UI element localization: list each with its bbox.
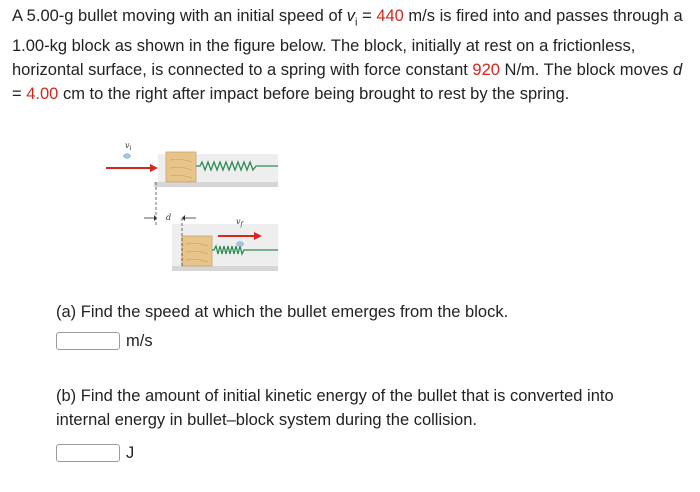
part-b-question: (b) Find the amount of initial kinetic energy of the bullet that is converted into internal energy in bullet–block system during the collision. xyxy=(56,387,614,429)
part-a-unit: m/s xyxy=(126,331,153,350)
part-b-answer-input[interactable] xyxy=(56,444,120,462)
bottom-surface xyxy=(172,266,278,271)
top-surface xyxy=(154,182,278,187)
part-b-unit: J xyxy=(126,443,135,462)
bullet-icon xyxy=(124,154,131,159)
figure-svg xyxy=(100,136,280,284)
d-label: d xyxy=(166,213,172,222)
spring-constant-value: 920 xyxy=(472,61,500,80)
vi-label: $v_i$ xyxy=(125,141,132,152)
vf-label: $v_f$ xyxy=(236,217,243,228)
part-a-question: (a) Find the speed at which the bullet emerges from the block. xyxy=(56,303,509,321)
displacement-value: 4.00 xyxy=(26,85,59,104)
part-b-answer-row xyxy=(56,440,656,465)
part-b xyxy=(56,384,656,465)
bullet-block-figure xyxy=(100,136,280,284)
bullet-exit-icon xyxy=(237,242,244,247)
part-a xyxy=(56,300,656,353)
part-a-answer-input[interactable] xyxy=(56,332,120,350)
initial-speed-value: 440 xyxy=(376,7,404,25)
problem-statement: A 5.00-g bullet moving with an initial speed of $v_i = 440$ m/s is fired into and passes through a 1.00-kg block as shown in the figure below. The block, initially at rest on a frictionless, horizontal surface, is connected to a spring with force constant 920 N/m. The block moves d = 4.00 cm to the right after impact before being brought to rest by the spring. xyxy=(12,7,683,104)
part-a-answer-row xyxy=(56,328,656,353)
